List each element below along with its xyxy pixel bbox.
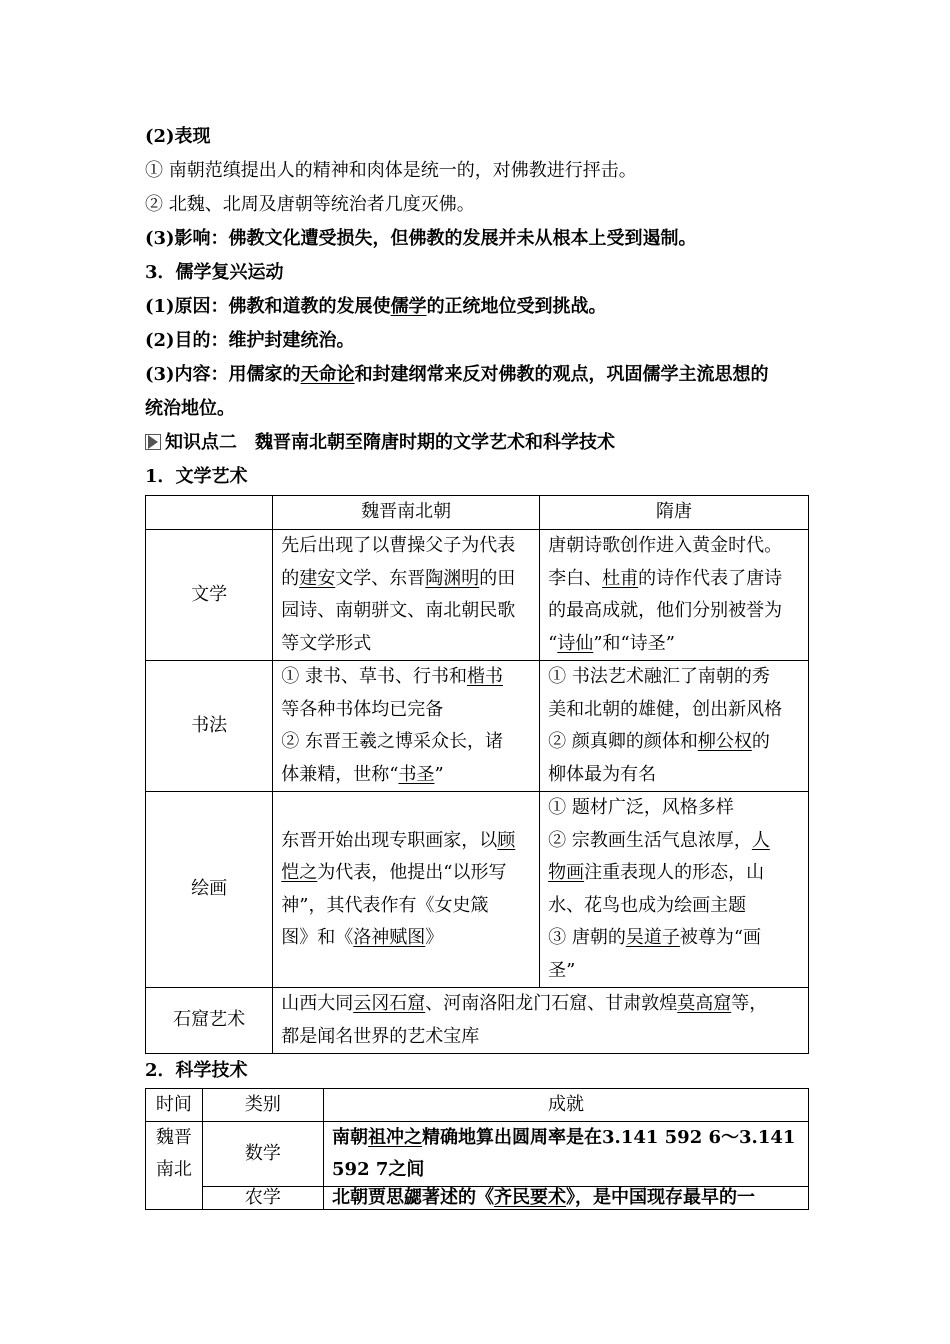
header-cell: 隋唐 <box>540 496 809 530</box>
achievement-cell: 北朝贾思勰著述的《齐民要术》，是中国现存最早的一 <box>324 1187 809 1210</box>
table-header-row <box>146 496 809 530</box>
table-cell: ① 题材广泛，风格多样 ② 宗教画生活气息浓厚，人 物画注重表现人的形态，山 水、花鸟也成为绘画主题 ③ 唐朝的吴道子被尊为“画 圣” <box>540 792 809 988</box>
performance-item-1: ① 南朝范缜提出人的精神和肉体是统一的，对佛教进行抨击。 <box>145 160 637 181</box>
achievement-cell: 南朝祖冲之精确地算出圆周率是在3.141 592 6～3.141 592 7之间 <box>324 1122 809 1187</box>
play-triangle-icon <box>145 434 161 450</box>
row-label: 石窟艺术 <box>146 988 273 1054</box>
header-cell <box>146 496 273 530</box>
knowledge-point-heading <box>145 426 808 460</box>
revival-reason: (1)原因：佛教和道教的发展使儒学的正统地位受到挑战。 <box>145 296 607 317</box>
header-cell: 类别 <box>202 1089 323 1122</box>
revival-content: (3)内容：用儒家的天命论和封建纲常来反对佛教的观点，巩固儒学主流思想的 <box>145 364 769 385</box>
science-tech-table <box>145 1088 809 1210</box>
page-content <box>145 120 808 1210</box>
table-row <box>146 1187 809 1210</box>
table-cell: 先后出现了以曹操父子为代表 的建安文学、东晋陶渊明的田 园诗、南朝骈文、南北朝民歌 等文学形式 <box>273 530 540 661</box>
influence-text: (3)影响：佛教文化遭受损失，但佛教的发展并未从根本上受到遏制。 <box>145 228 697 249</box>
row-label: 书法 <box>146 661 273 792</box>
table-row <box>146 792 809 988</box>
revival-content-cont: 统治地位。 <box>145 398 235 419</box>
table-row <box>146 1122 809 1187</box>
table-cell: 东晋开始出现专职画家，以顾 恺之为代表，他提出“以形写 神”，其代表作有《女史箴 图》和《洛神赋图》 <box>273 792 540 988</box>
performance-label: (2)表现 <box>145 126 211 147</box>
literature-art-subtitle: 1．文学艺术 <box>145 466 248 487</box>
header-cell: 成就 <box>324 1089 809 1122</box>
performance-heading <box>145 120 808 154</box>
header-cell: 时间 <box>146 1089 203 1122</box>
table-row <box>146 988 809 1054</box>
table-row <box>146 661 809 792</box>
table-cell: ① 隶书、草书、行书和楷书 等各种书体均已完备 ② 东晋王羲之博采众长，诸 体兼精，世称“书圣” <box>273 661 540 792</box>
confucian-revival-title: 3．儒学复兴运动 <box>145 262 284 283</box>
table-cell: 山西大同云冈石窟、河南洛阳龙门石窟、甘肃敦煌莫高窟等， 都是闻名世界的艺术宝库 <box>273 988 809 1054</box>
table-cell: 唐朝诗歌创作进入黄金时代。 李白、杜甫的诗作代表了唐诗 的最高成就，他们分别被誉为 “诗仙”和“诗圣” <box>540 530 809 661</box>
period-cell: 魏晋 南北 <box>146 1122 203 1210</box>
table-row <box>146 530 809 661</box>
header-cell: 魏晋南北朝 <box>273 496 540 530</box>
performance-item-2: ② 北魏、北周及唐朝等统治者几度灭佛。 <box>145 194 475 215</box>
table-cell: ① 书法艺术融汇了南朝的秀 美和北朝的雄健，创出新风格 ② 颜真卿的颜体和柳公权的 柳体最为有名 <box>540 661 809 792</box>
category-cell: 农学 <box>202 1187 323 1210</box>
underlined-term: 儒学 <box>390 296 427 317</box>
row-label: 绘画 <box>146 792 273 988</box>
row-label: 文学 <box>146 530 273 661</box>
underlined-term: 天命论 <box>300 364 355 385</box>
literature-art-table <box>145 495 809 1054</box>
revival-goal: (2)目的：维护封建统治。 <box>145 330 355 351</box>
science-tech-subtitle: 2．科学技术 <box>145 1060 248 1081</box>
table-header-row <box>146 1089 809 1122</box>
knowledge-point-title: 知识点二 魏晋南北朝至隋唐时期的文学艺术和科学技术 <box>165 432 615 453</box>
category-cell: 数学 <box>202 1122 323 1187</box>
